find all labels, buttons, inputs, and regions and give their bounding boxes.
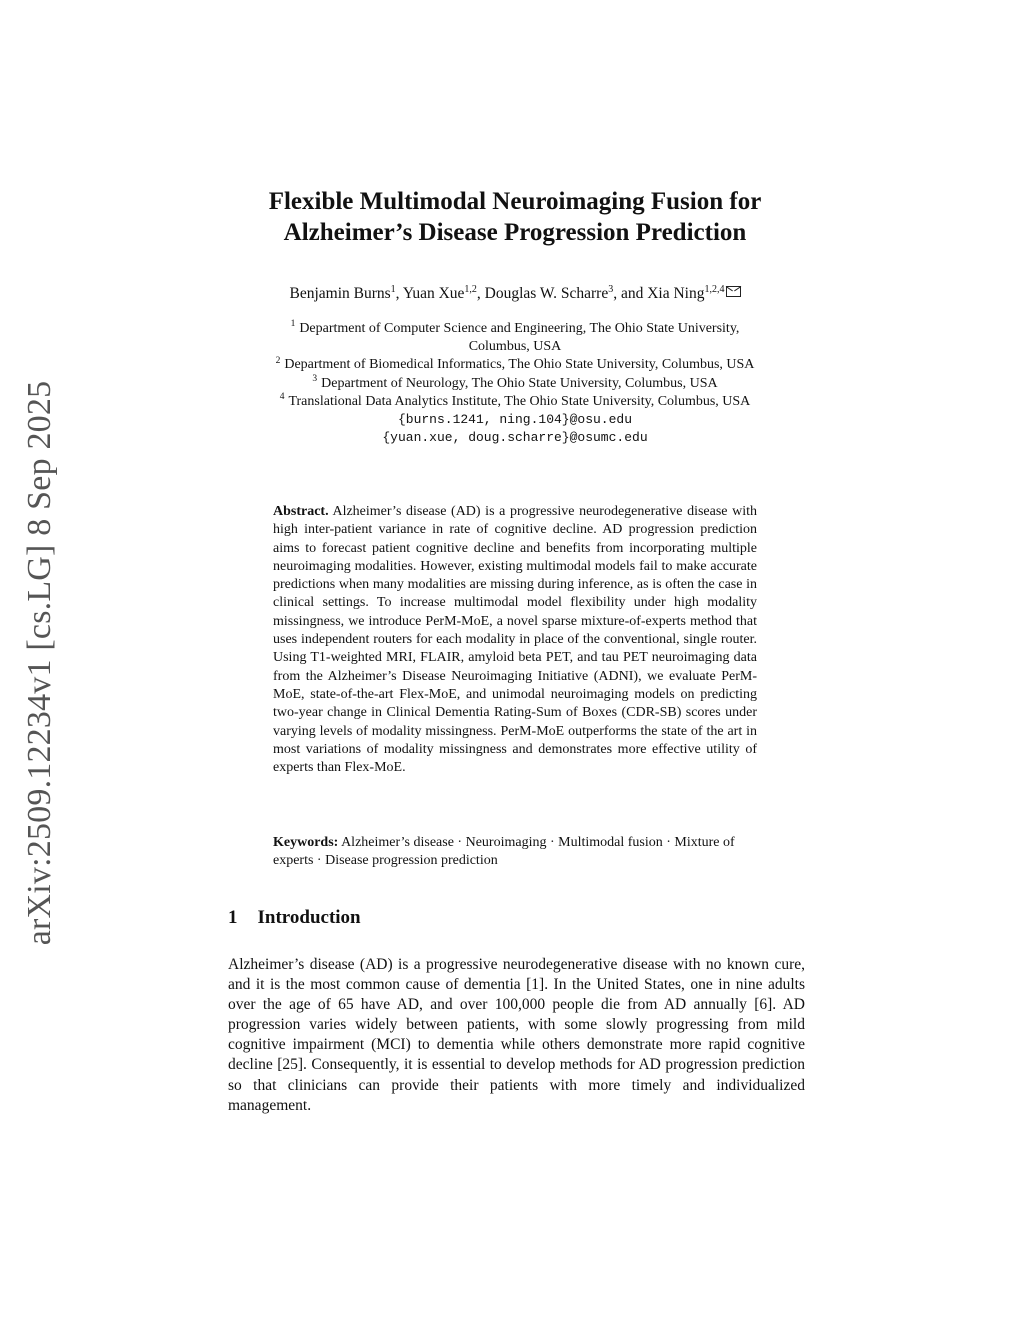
section-title: Introduction (257, 907, 361, 928)
keywords-label: Keywords: (273, 835, 339, 850)
author-list: Benjamin Burns$^1$, Yuan Xue$^{1,2}$, Douglas W. Scharre$^3$, and Xia Ning$^{1,2,4}$ (180, 285, 850, 303)
section-heading (228, 907, 361, 929)
affiliation-line: Columbus, USA (468, 339, 562, 355)
abstract (273, 503, 757, 777)
affiliation-line: $^3$ Department of Neurology, The Ohio State University, Columbus, USA (312, 373, 718, 391)
title-line-1: Flexible Multimodal Neuroimaging Fusion for (268, 188, 762, 215)
affiliation-line: $^2$ Department of Biomedical Informatics, The Ohio State University, Columbus, USA (275, 355, 755, 373)
affiliation-line: $^4$ Translational Data Analytics Institute, The Ohio State University, Columbus, USA (279, 392, 751, 409)
title-line-2: Alzheimer’s Disease Progression Prediction (283, 219, 747, 246)
affiliation-line: $^1$ Department of Computer Science and Engineering, The Ohio State University, (290, 319, 740, 336)
affiliations (180, 320, 850, 447)
author: Xia Ning$^{1,2,4}$ (647, 283, 725, 302)
envelope-icon (726, 286, 741, 297)
abstract-text: Alzheimer’s disease (AD) is a progressive neurodegenerative disease with high inter-patient variance in rate of cognitive decline. AD progression prediction aims to forecast patient cognitive decline and benefits from incorporating multiple neuroimaging modalities. However, existing multimodal models fail to make accurate predictions when many modalities are missing during inference, as is often the case in clinical settings. To increase multimodal model flexibility under high modality missingness, we introduce PerM-MoE, a novel sparse mixture-of-experts method that uses independent routers for each modality in place of the conventional, single router. Using T1-weighted MRI, FLAIR, amyloid beta PET, and tau PET neuroimaging data from the Alzheimer’s Disease Neuroimaging Initiative (ADNI), we evaluate PerM-MoE, state-of-the-art Flex-MoE, and unimodal neuroimaging models on predicting two-year change in Clinical Dementia Rating-Sum of Boxes (CDR-SB) scores under varying levels of modality missingness. PerM-MoE outperforms the state of the art in most variations of modality missingness and demonstrates more effective utility of experts than Flex-MoE. (273, 504, 757, 776)
intro-paragraph: Alzheimer’s disease (AD) is a progressive neurodegenerative disease with no known cure, and it is the most common cause of dementia [1]. In the United States, one in nine adults over the age of 65 have AD, and over 100,000 people die from AD annually [6]. AD progression varies widely between patients, with some slowly progressing from mild cognitive impairment (MCI) to dementia while others demonstrate more rapid cognitive decline [25]. Consequently, it is essential to develop methods for AD progression prediction so that clinicians can provide their patients with more timely and individualized management. (228, 956, 805, 1114)
author: Douglas W. Scharre$^3$ (484, 283, 614, 302)
section-number: 1 (228, 907, 238, 928)
author: Yuan Xue$^{1,2}$ (402, 283, 477, 302)
email-line: {yuan.xue, doug.scharre}@osumc.edu (382, 430, 648, 446)
arxiv-identifier: arXiv:2509.12234v1 [cs.LG] 8 Sep 2025 (21, 380, 58, 946)
abstract-label: Abstract. (273, 504, 329, 519)
paper-title (180, 186, 850, 248)
author: Benjamin Burns$^1$ (289, 283, 396, 302)
keywords (273, 834, 757, 871)
keywords-text: Alzheimer’s disease · Neuroimaging · Multimodal fusion · Mixture of experts · Disease progression prediction (273, 835, 735, 869)
email-line: {burns.1241, ning.104}@osu.edu (397, 412, 633, 428)
